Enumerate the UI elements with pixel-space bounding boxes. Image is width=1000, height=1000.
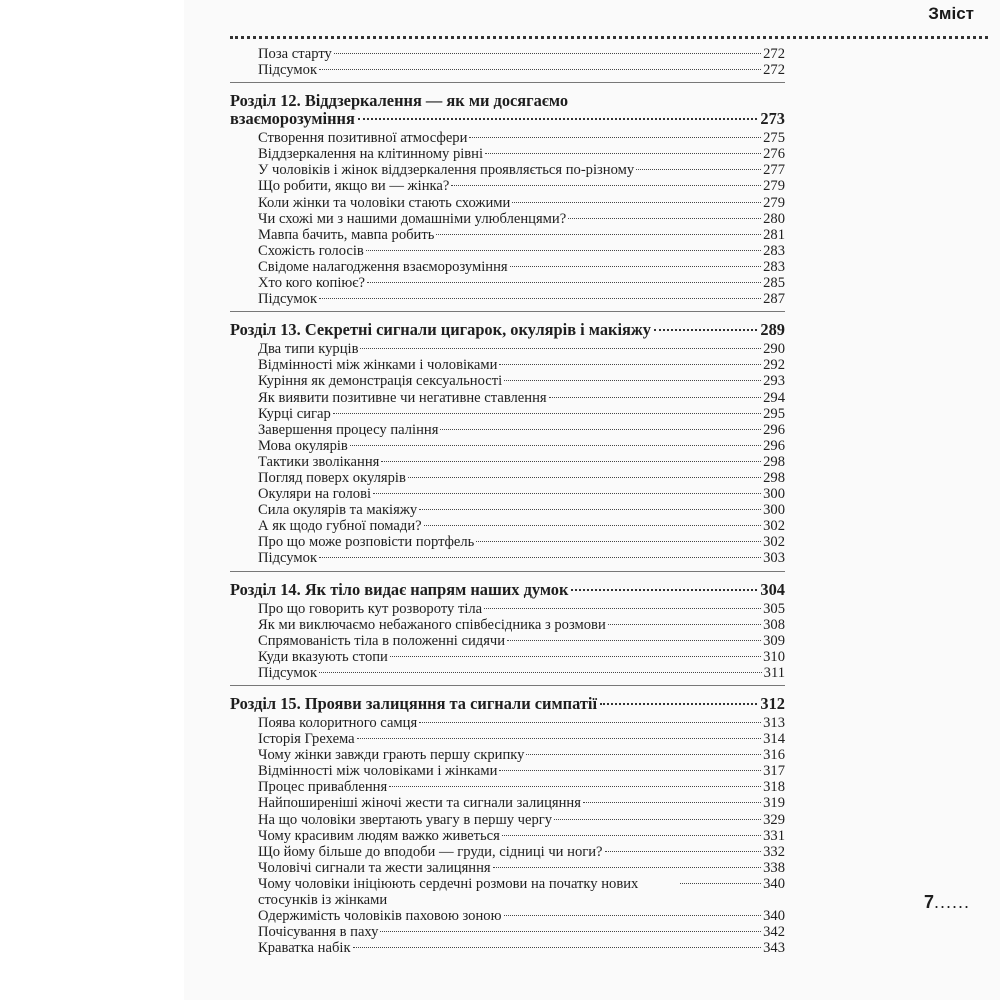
toc-entry (230, 795, 785, 811)
toc-entry-page: 298 (763, 469, 785, 486)
chapter-heading (230, 695, 785, 713)
toc-entry-title: Процес приваблення (258, 779, 388, 796)
chapter-title: Розділ 13. Секретні сигнали цигарок, окулярів і макіяжу (230, 320, 651, 340)
toc-entry (230, 46, 785, 62)
dot-leader (600, 703, 757, 705)
toc-entry (230, 227, 785, 243)
toc-entry-page: 342 (763, 924, 785, 941)
header-dotted-rule (230, 36, 988, 39)
chapter-title: Розділ 15. Прояви залицяння та сигнали симпатії (230, 694, 598, 713)
dot-leader (381, 461, 761, 462)
toc-entry-page: 275 (763, 130, 785, 147)
toc-entry (230, 291, 785, 307)
toc-entry-title: Як ми виключаємо небажаного співбесідника з розмови (258, 616, 606, 633)
toc-entry-page: 279 (763, 194, 785, 211)
toc-entry (230, 178, 785, 194)
footer-dots: ...... (933, 892, 970, 912)
toc-entry-page: 340 (763, 908, 785, 925)
toc-entry-title: Чи схожі ми з нашими домашніми улюбленцями? (258, 210, 567, 227)
toc-entry (230, 550, 785, 566)
toc-entry (230, 243, 785, 259)
toc-entry-title: Про що говорить кут розвороту тіла (258, 600, 483, 617)
toc-entry-title: Віддзеркалення на клітинному рівні (258, 146, 484, 163)
dot-leader (510, 266, 761, 267)
toc-entry (230, 924, 785, 940)
toc-entry-page: 331 (763, 827, 785, 844)
dot-leader (493, 867, 761, 868)
dot-leader (358, 118, 758, 120)
toc-entry-title: Спрямованість тіла в положенні сидячи (258, 632, 506, 649)
dot-leader (319, 69, 761, 70)
toc-entry-page: 338 (763, 859, 785, 876)
dot-leader (353, 947, 762, 948)
toc-entry-page: 281 (763, 226, 785, 243)
toc-entry (230, 62, 785, 78)
dot-leader (549, 397, 762, 398)
dot-leader (554, 819, 761, 820)
toc-entry-title: Що робити, якщо ви — жінка? (258, 178, 450, 195)
dot-leader (504, 380, 761, 381)
dot-leader (504, 915, 762, 916)
toc-entry (230, 438, 785, 454)
toc-entry (230, 470, 785, 486)
toc-entry-page: 300 (763, 502, 785, 519)
toc-entry (230, 534, 785, 550)
toc-entry-page: 296 (763, 437, 785, 454)
toc-entry-page: 313 (763, 715, 785, 731)
toc-entry-page: 303 (763, 550, 785, 567)
toc-entry-title: Завершення процесу паління (258, 421, 439, 438)
toc-entry-title: Як виявити позитивне чи негативне ставлення (258, 389, 547, 406)
dot-leader (424, 525, 762, 526)
toc-entry-title: Почісування в паху (258, 924, 379, 941)
dot-leader (605, 851, 762, 852)
toc-entry-page: 280 (763, 210, 785, 227)
toc-entry-title: Схожість голосів (258, 242, 364, 259)
dot-leader (367, 282, 761, 283)
toc-entry-page: 272 (763, 62, 785, 79)
toc-entry (230, 211, 785, 227)
toc-entry-page: 318 (763, 779, 785, 796)
toc-entry-title: Створення позитивної атмосфери (258, 130, 468, 147)
toc-entry-page: 292 (763, 357, 785, 374)
toc-entry-title: Сила окулярів та макіяжу (258, 502, 418, 519)
dot-leader (571, 589, 757, 591)
toc-entry (230, 731, 785, 747)
toc-entry-title: Про що може розповісти портфель (258, 534, 475, 551)
toc-entry-page: 295 (763, 405, 785, 422)
dot-leader (499, 770, 761, 771)
toc-entry (230, 665, 785, 681)
chapter-title-line2: взаєморозуміння (230, 109, 355, 129)
chapter-title-line1: Розділ 12. Віддзеркалення — як ми досягаємо (230, 91, 569, 111)
dot-leader (502, 835, 761, 836)
toc-entry-page: 308 (763, 616, 785, 633)
dot-leader (526, 754, 761, 755)
dot-leader (334, 53, 761, 54)
toc-entry-page: 332 (763, 843, 785, 860)
chapter-title-row (230, 110, 785, 128)
toc-entry-title: Підсумок (258, 62, 318, 79)
toc-entry (230, 373, 785, 389)
toc-entry-title: Підсумок (258, 550, 318, 567)
toc-entry (230, 275, 785, 291)
toc-entry-page: 293 (763, 373, 785, 390)
toc-entry-title: Чому красивим людям важко живеться (258, 827, 500, 844)
toc-entry (230, 195, 785, 211)
chapter-title-row (230, 581, 785, 599)
dot-leader (451, 185, 761, 186)
chapter-heading (230, 92, 785, 128)
dot-leader (636, 169, 761, 170)
toc-entry-title: Відмінності між чоловіками і жінками (258, 763, 498, 780)
toc-entry (230, 486, 785, 502)
table-of-contents (230, 46, 785, 956)
toc-entry (230, 259, 785, 275)
toc-entry-page: 277 (763, 162, 785, 179)
toc-entry-page: 296 (763, 421, 785, 438)
dot-leader (512, 202, 761, 203)
toc-entry-page: 317 (763, 763, 785, 780)
toc-entry (230, 747, 785, 763)
chapter-divider (230, 571, 785, 572)
toc-entry (230, 828, 785, 844)
toc-entry (230, 422, 785, 438)
dot-leader (469, 137, 761, 138)
toc-entry (230, 940, 785, 956)
toc-entry-title: На що чоловіки звертають увагу в першу чергу (258, 811, 553, 828)
toc-entry-title: А як щодо губної помади? (258, 518, 422, 535)
toc-entry-title: Чому чоловіки ініціюють сердечні розмови на початку нових стосунків із жінками (258, 875, 639, 909)
chapter-divider (230, 685, 785, 686)
dot-leader (390, 656, 761, 657)
toc-entry (230, 812, 785, 828)
chapter-heading (230, 581, 785, 599)
chapter-title: Розділ 14. Як тіло видає напрям наших думок (230, 579, 569, 599)
chapter-title-row (230, 321, 785, 339)
chapter-divider (230, 311, 785, 312)
toc-entry-title: Мова окулярів (258, 437, 348, 454)
dot-leader (319, 672, 762, 673)
toc-entry (230, 633, 785, 649)
toc-entry-title: Відмінності між жінками і чоловіками (258, 357, 498, 374)
toc-entry (230, 357, 785, 373)
dot-leader (357, 738, 761, 739)
toc-entry (230, 876, 785, 908)
dot-leader (380, 931, 761, 932)
toc-entry-page: 300 (763, 486, 785, 503)
toc-entry-title: Чому жінки завжди грають першу скрипку (258, 747, 525, 764)
toc-entry-page: 290 (763, 341, 785, 358)
dot-leader (419, 509, 761, 510)
toc-entry (230, 860, 785, 876)
chapter-page: 289 (760, 320, 785, 340)
toc-entry (230, 162, 785, 178)
toc-entry-page: 287 (763, 291, 785, 308)
dot-leader (436, 234, 761, 235)
toc-entry-title: Поява колоритного самця (258, 715, 418, 731)
toc-entry (230, 601, 785, 617)
toc-entry-page: 285 (763, 275, 785, 292)
toc-entry-page: 272 (763, 46, 785, 62)
toc-entry-page: 294 (763, 389, 785, 406)
dot-leader (389, 786, 761, 787)
dot-leader (360, 348, 761, 349)
toc-entry-page: 283 (763, 258, 785, 275)
toc-entry-page: 298 (763, 453, 785, 470)
dot-leader (350, 445, 761, 446)
toc-entry (230, 390, 785, 406)
toc-entry-title: Два типи курців (258, 341, 359, 358)
dot-leader (319, 557, 761, 558)
toc-entry-page: 302 (763, 534, 785, 551)
dot-leader (507, 640, 761, 641)
toc-entry-page: 310 (763, 648, 785, 665)
toc-entry-title: Що йому більше до вподоби — груди, сідниці чи ноги? (258, 843, 603, 860)
toc-entry-page: 279 (763, 178, 785, 195)
dot-leader (680, 883, 761, 884)
toc-entry (230, 617, 785, 633)
chapter-divider (230, 82, 785, 83)
dot-leader (568, 218, 761, 219)
dot-leader (583, 802, 761, 803)
toc-entry-title: Мавпа бачить, мавпа робить (258, 226, 435, 243)
toc-entry-page: 319 (763, 795, 785, 812)
chapter-page: 304 (760, 579, 785, 599)
toc-entry (230, 649, 785, 665)
toc-entry-title: Погляд поверх окулярів (258, 469, 406, 486)
dot-leader (408, 477, 761, 478)
dot-leader (654, 329, 757, 331)
toc-entry-title: Краватка набік (258, 940, 351, 957)
toc-entry (230, 844, 785, 860)
toc-entry-page: 316 (763, 747, 785, 764)
toc-entry (230, 779, 785, 795)
toc-entry (230, 715, 785, 731)
toc-entry-title: Найпоширеніші жіночі жести та сигнали залицяння (258, 795, 581, 812)
toc-entry-page: 311 (763, 664, 785, 681)
toc-entry (230, 518, 785, 534)
toc-entry-page: 340 (763, 875, 785, 892)
dot-leader (366, 250, 761, 251)
toc-entry-title: Коли жінки та чоловіки стають схожими (258, 194, 511, 211)
page-title: Зміст (928, 4, 974, 23)
toc-entry (230, 130, 785, 146)
page-footer (924, 892, 970, 913)
toc-entry (230, 454, 785, 470)
chapter-title-row (230, 695, 785, 713)
toc-entry-title: Свідоме налагодження взаєморозуміння (258, 258, 508, 275)
dot-leader (333, 413, 761, 414)
toc-entry-page: 309 (763, 632, 785, 649)
chapter-page: 312 (760, 694, 785, 713)
dot-leader (440, 429, 761, 430)
toc-entry-page: 329 (763, 811, 785, 828)
toc-entry-page: 314 (763, 731, 785, 748)
toc-entry-title: Тактики зволікання (258, 453, 380, 470)
toc-entry-title: У чоловіків і жінок віддзеркалення проявляється по-різному (258, 162, 635, 179)
toc-entry (230, 908, 785, 924)
toc-entry-page: 302 (763, 518, 785, 535)
toc-entry-title: Курці сигар (258, 405, 331, 422)
toc-entry-page: 305 (763, 600, 785, 617)
chapter-heading (230, 321, 785, 339)
toc-entry (230, 763, 785, 779)
toc-entry-page: 343 (763, 940, 785, 957)
toc-entry-title: Окуляри на голові (258, 486, 372, 503)
toc-entry (230, 502, 785, 518)
toc-entry-title: Підсумок (258, 291, 318, 308)
toc-entry-title: Історія Грехема (258, 731, 355, 748)
toc-entry-page: 276 (763, 146, 785, 163)
dot-leader (476, 541, 761, 542)
dot-leader (499, 364, 761, 365)
page-number: 7 (923, 892, 934, 912)
dot-leader (373, 493, 761, 494)
toc-entry (230, 341, 785, 357)
toc-entry-title: Куріння як демонстрація сексуальності (258, 373, 503, 390)
left-margin-band (0, 0, 184, 1000)
toc-entry (230, 146, 785, 162)
dot-leader (608, 624, 761, 625)
toc-entry-title: Поза старту (258, 46, 332, 62)
toc-entry-page: 283 (763, 242, 785, 259)
dot-leader (485, 153, 761, 154)
toc-entry-title: Одержимість чоловіків паховою зоною (258, 908, 502, 925)
dot-leader (319, 298, 761, 299)
toc-entry-title: Хто кого копіює? (258, 275, 366, 292)
chapter-page: 273 (760, 109, 785, 129)
toc-entry-title: Куди вказують стопи (258, 648, 388, 665)
toc-entry (230, 406, 785, 422)
dot-leader (484, 608, 761, 609)
dot-leader (419, 722, 761, 723)
toc-entry-title: Чоловічі сигнали та жести залицяння (258, 859, 491, 876)
toc-entry-title: Підсумок (258, 664, 318, 681)
